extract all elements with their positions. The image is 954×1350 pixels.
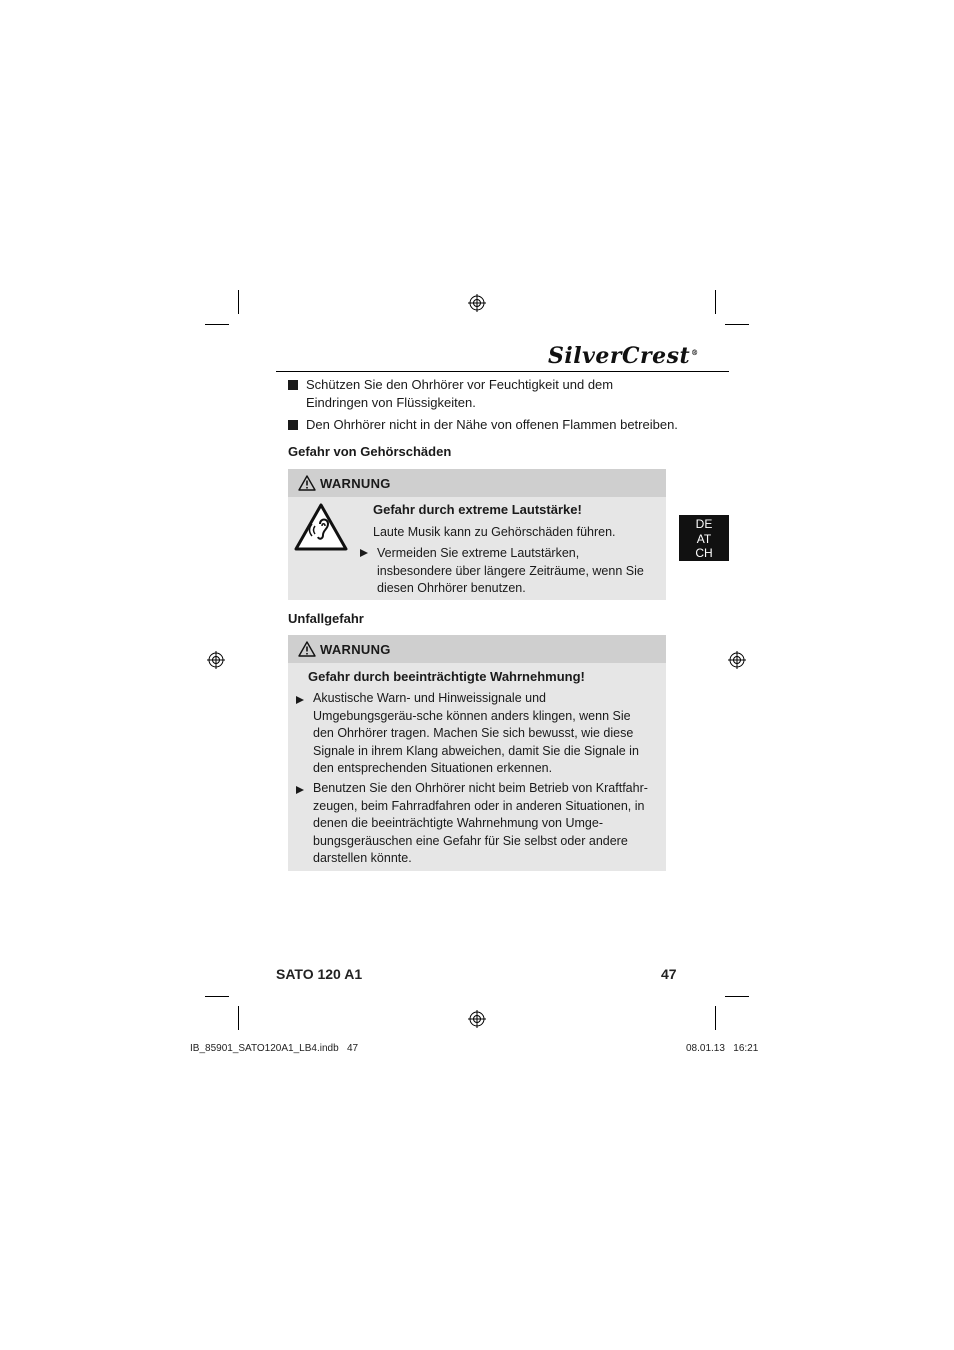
list-item [288,416,688,434]
arrow-bullet-icon [296,696,304,704]
warning-text: Laute Musik kann zu Gehörschäden führen. [373,525,616,539]
warning-triangle-icon [298,475,316,491]
square-bullet-icon [288,420,298,430]
arrow-bullet-icon [296,786,304,794]
section-heading: Gefahr von Gehörschäden [288,444,452,459]
list-item [288,376,668,412]
language-code: CH [695,546,713,560]
brand-mark: ® [691,347,699,357]
warning-triangle-icon [298,641,316,657]
brand-logo [548,343,699,369]
list-item-text: Den Ohrhörer nicht in der Nähe von offenen Flammen betreiben. [306,417,678,432]
warning-header [288,469,666,497]
warning-title: Gefahr durch beeinträchtigte Wahrnehmung! [308,669,585,684]
section-heading: Unfallgefahr [288,611,364,626]
warning-item: Vermeiden Sie extreme Lautstärken, insbesondere über längere Zeiträume, wenn Sie diesen Ohrhörer benutzen. [377,546,644,595]
warning-title: Gefahr durch extreme Lautstärke! [373,502,582,517]
header-rule [276,371,729,372]
brand-name: SilverCrest [548,343,691,369]
language-tab [679,515,729,561]
page-number: 47 [661,966,677,982]
crop-mark [205,324,229,325]
registration-mark-icon [728,651,746,669]
registration-mark-icon [207,651,225,669]
warning-label: WARNUNG [320,475,391,491]
warning-item: Akustische Warn- und Hinweissignale und Umgebungsgeräu-sche können anders klingen, wenn Sie den Ohrhörer tragen. Machen Sie sich bewusst, wie diese Signale in ihrem Klang abweichen, damit Sie die Signale in den entsprechenden Situationen erkennen. [313,691,639,775]
warning-item: Benutzen Sie den Ohrhörer nicht beim Betrieb von Kraftfahr-zeugen, beim Fahrradfahren oder in anderen Situationen, in denen die beeinträchtigte Wahrnehmung von Umge-bungsgeräuschen eine Gefahr für Sie selbst oder andere darstellen könnte. [313,781,648,865]
footer-model: SATO 120 A1 [276,966,363,982]
crop-mark [238,290,239,314]
registration-mark-icon [468,1010,486,1028]
crop-mark [725,996,749,997]
square-bullet-icon [288,380,298,390]
warning-box [288,469,666,600]
slug-file: IB_85901_SATO120A1_LB4.indb 47 [190,1043,359,1054]
warning-header [288,635,666,663]
warning-box [288,635,666,871]
crop-mark [205,996,229,997]
slug-date: 08.01.13 16:21 [686,1043,759,1054]
warning-label: WARNUNG [320,641,391,657]
crop-mark [715,1006,716,1030]
language-code: DE [695,517,713,531]
list-item-text: Schützen Sie den Ohrhörer vor Feuchtigkeit und dem Eindringen von Flüssigkeiten. [306,377,614,410]
registration-mark-icon [468,294,486,312]
arrow-bullet-icon [360,549,368,557]
language-code: AT [696,531,712,546]
hearing-protection-icon [294,502,348,552]
crop-mark [725,324,749,325]
crop-mark [715,290,716,314]
crop-mark [238,1006,239,1030]
